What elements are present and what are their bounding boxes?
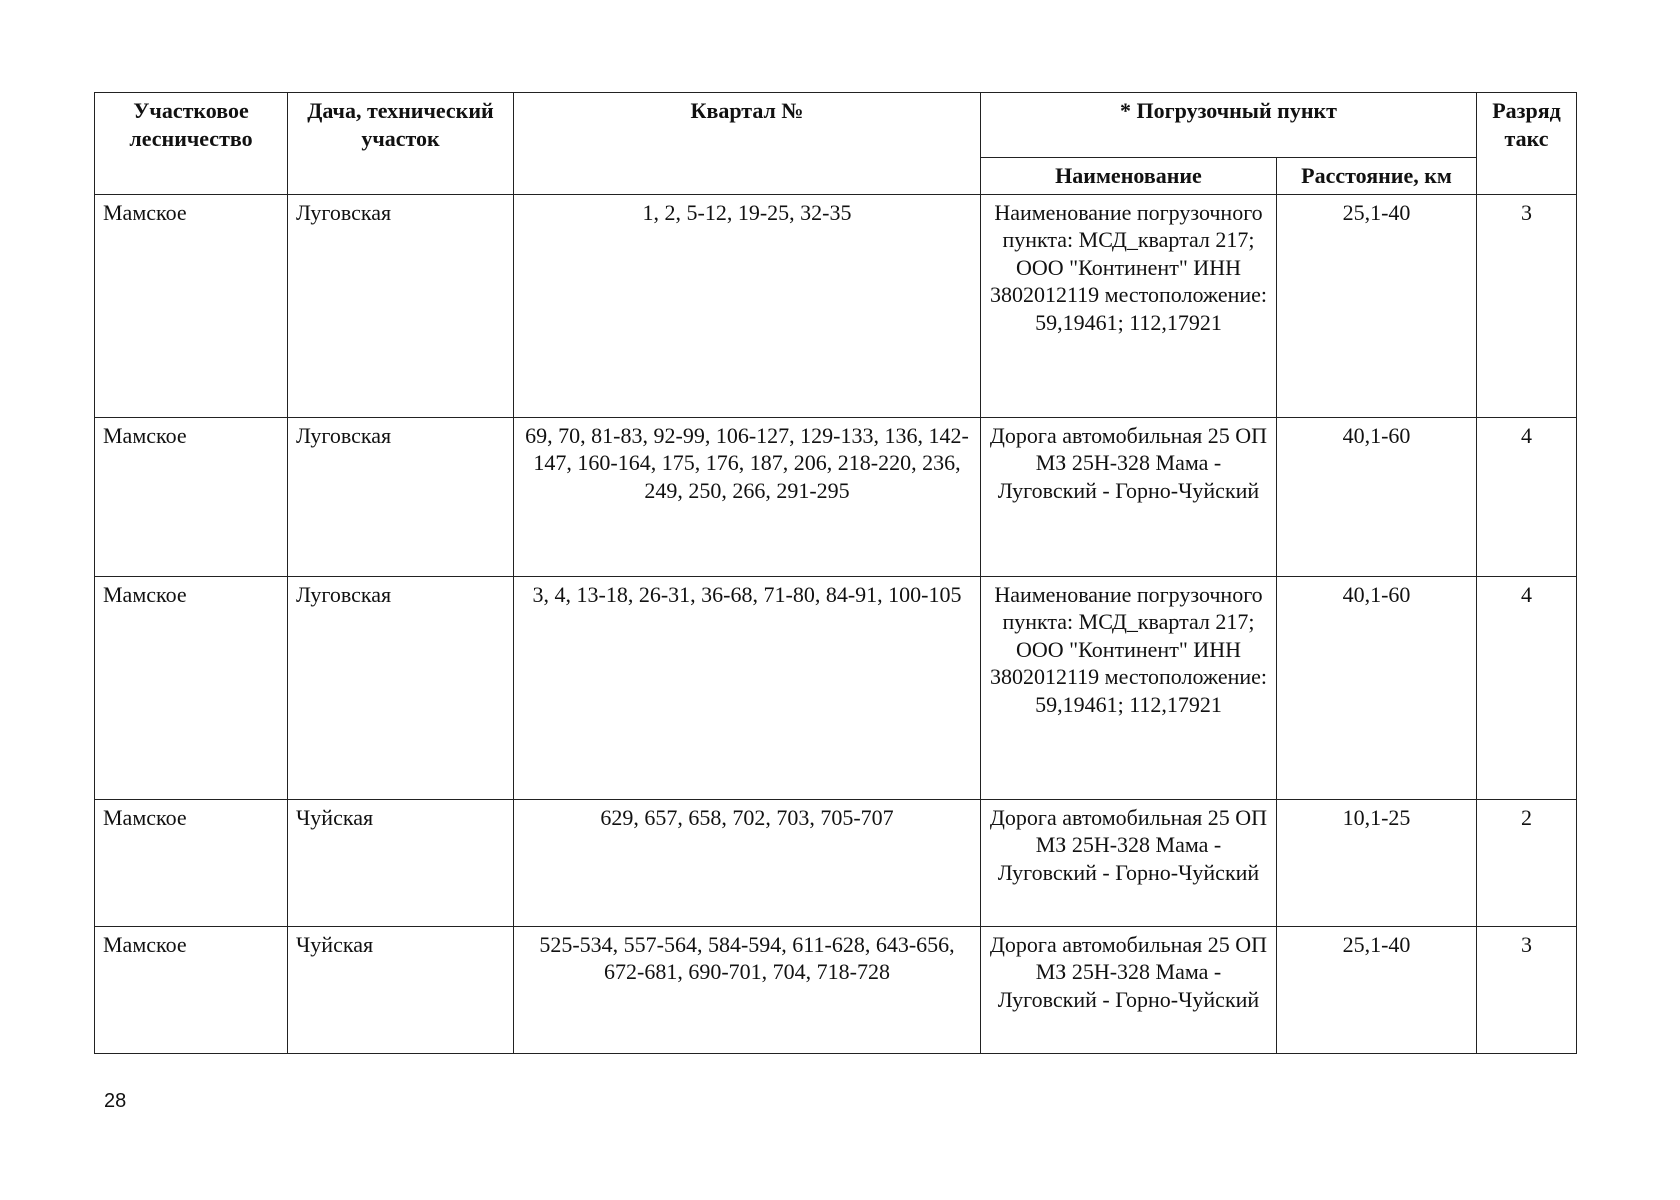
page-number: 28 bbox=[104, 1090, 127, 1112]
cell-point-name: Наименование погрузочного пункта: МСД_квартал 217; ООО "Континент" ИНН 3802012119 местоположение: 59,19461; 112,17921 bbox=[981, 576, 1277, 799]
table-row bbox=[95, 417, 1577, 576]
cell-dacha: Луговская bbox=[288, 417, 514, 576]
cell-quarters: 629, 657, 658, 702, 703, 705-707 bbox=[514, 799, 981, 926]
cell-quarters: 3, 4, 13-18, 26-31, 36-68, 71-80, 84-91, 100-105 bbox=[514, 576, 981, 799]
table-row bbox=[95, 194, 1577, 417]
cell-distance: 40,1-60 bbox=[1277, 576, 1477, 799]
cell-dacha: Луговская bbox=[288, 194, 514, 417]
cell-forestry: Мамское bbox=[95, 926, 288, 1053]
table-row bbox=[95, 576, 1577, 799]
header-dacha: Дача, технический участок bbox=[288, 93, 514, 195]
cell-dacha: Луговская bbox=[288, 576, 514, 799]
cell-rank: 3 bbox=[1477, 926, 1577, 1053]
header-distance: Расстояние, км bbox=[1277, 158, 1477, 195]
cell-distance: 10,1-25 bbox=[1277, 799, 1477, 926]
cell-dacha: Чуйская bbox=[288, 799, 514, 926]
cell-rank: 3 bbox=[1477, 194, 1577, 417]
cell-dacha: Чуйская bbox=[288, 926, 514, 1053]
loading-points-table bbox=[94, 92, 1577, 1054]
cell-rank: 2 bbox=[1477, 799, 1577, 926]
cell-point-name: Дорога автомобильная 25 ОП МЗ 25Н-328 Мама - Луговский - Горно-Чуйский bbox=[981, 417, 1277, 576]
header-name: Наименование bbox=[981, 158, 1277, 195]
cell-distance: 25,1-40 bbox=[1277, 926, 1477, 1053]
cell-quarters: 1, 2, 5-12, 19-25, 32-35 bbox=[514, 194, 981, 417]
cell-point-name: Дорога автомобильная 25 ОП МЗ 25Н-328 Мама - Луговский - Горно-Чуйский bbox=[981, 926, 1277, 1053]
header-forestry: Участковое лесничество bbox=[95, 93, 288, 195]
cell-point-name: Наименование погрузочного пункта: МСД_квартал 217; ООО "Континент" ИНН 3802012119 местоположение: 59,19461; 112,17921 bbox=[981, 194, 1277, 417]
cell-quarters: 69, 70, 81-83, 92-99, 106-127, 129-133, 136, 142-147, 160-164, 175, 176, 187, 206, 218-220, 236, 249, 250, 266, 291-295 bbox=[514, 417, 981, 576]
cell-distance: 40,1-60 bbox=[1277, 417, 1477, 576]
cell-forestry: Мамское bbox=[95, 194, 288, 417]
header-loading-point: * Погрузочный пункт bbox=[981, 93, 1477, 158]
cell-distance: 25,1-40 bbox=[1277, 194, 1477, 417]
cell-forestry: Мамское bbox=[95, 576, 288, 799]
cell-forestry: Мамское bbox=[95, 799, 288, 926]
cell-rank: 4 bbox=[1477, 417, 1577, 576]
header-quarter: Квартал № bbox=[514, 93, 981, 195]
header-tax-rank: Разряд такс bbox=[1477, 93, 1577, 195]
cell-point-name: Дорога автомобильная 25 ОП МЗ 25Н-328 Мама - Луговский - Горно-Чуйский bbox=[981, 799, 1277, 926]
table-row bbox=[95, 799, 1577, 926]
cell-quarters: 525-534, 557-564, 584-594, 611-628, 643-656, 672-681, 690-701, 704, 718-728 bbox=[514, 926, 981, 1053]
cell-rank: 4 bbox=[1477, 576, 1577, 799]
header-row bbox=[95, 93, 1577, 158]
cell-forestry: Мамское bbox=[95, 417, 288, 576]
table-row bbox=[95, 926, 1577, 1053]
